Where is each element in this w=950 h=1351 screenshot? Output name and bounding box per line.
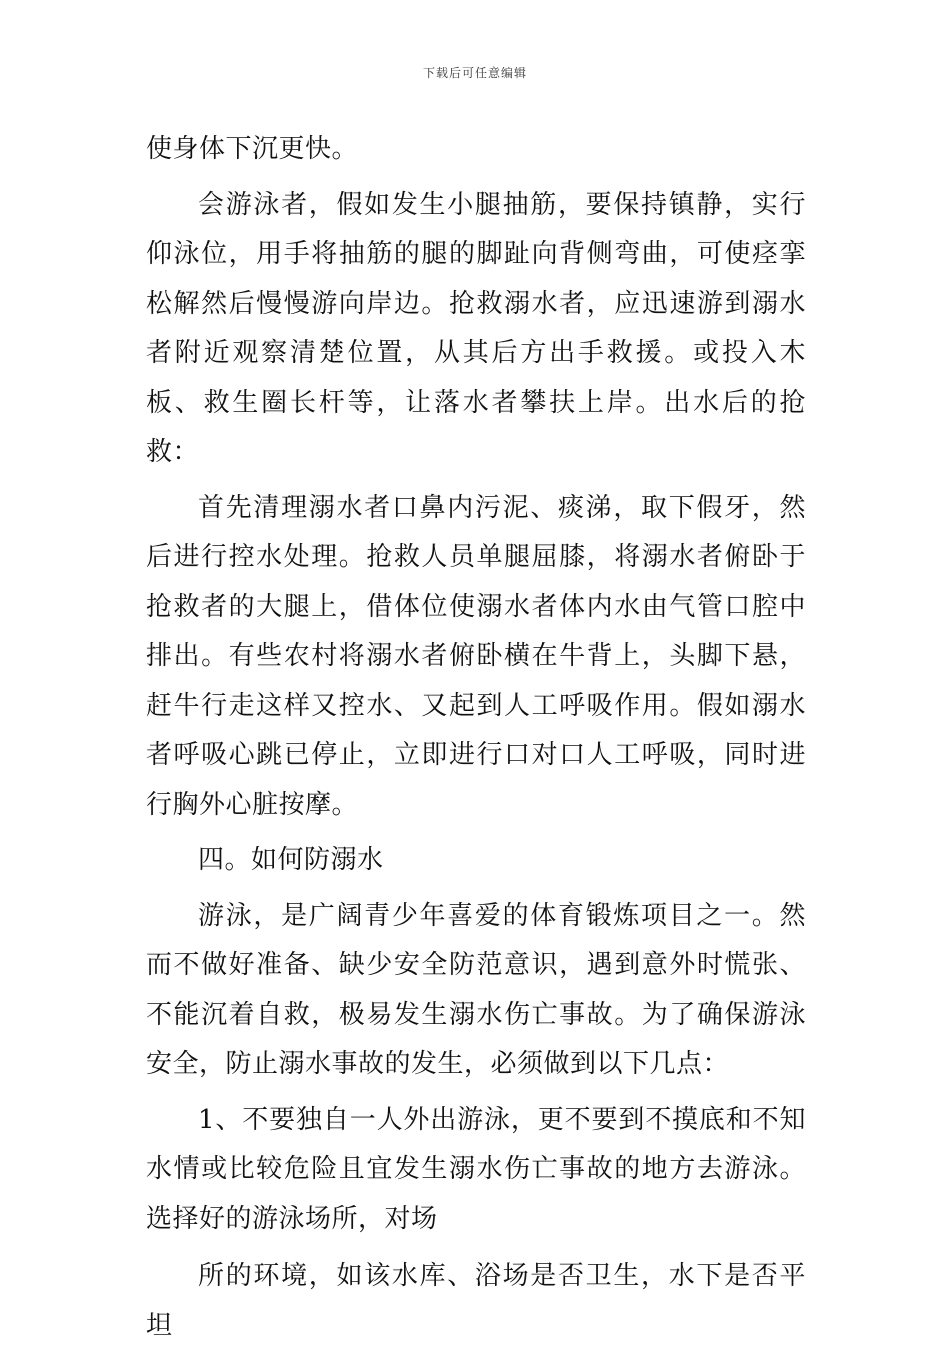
paragraph-1: 使身体下沉更快。 — [146, 134, 359, 164]
paragraph-3: 首先清理溺水者口鼻内污泥、痰涕，取下假牙，然后进行控水处理。抢救人员单腿屈膝，将溺水者俯卧于抢救者的大腿上，借体位使溺水者体内水由气管口腔中排出。有些农村将溺水者俯卧横在牛背上，头脚下悬，赶牛行走这样又控水、又起到人工呼吸作用。假如溺水者呼吸心跳已停止，立即进行口对口人工呼吸，同时进行胸外心脏按摩。 — [146, 492, 806, 820]
document-body — [146, 125, 806, 1351]
paragraph-4: 游泳，是广阔青少年喜爱的体育锻炼项目之一。然而不做好准备、缺少安全防范意识，遇到意外时慌张、不能沉着自救，极易发生溺水伤亡事故。为了确保游泳安全，防止溺水事故的发生，必须做到以下几点： — [146, 900, 806, 1079]
section-heading: 四。如何防溺水 — [198, 845, 384, 875]
page-header: 下载后可任意编辑 — [422, 66, 527, 80]
list-item-1: 1、不要独自一人外出游泳，更不要到不摸底和不知水情或比较危险且宜发生溺水伤亡事故的地方去游泳。选择好的游泳场所，对场 — [146, 1104, 806, 1234]
paragraph-2: 会游泳者，假如发生小腿抽筋，要保持镇静，实行仰泳位，用手将抽筋的腿的脚趾向背侧弯曲，可使痉挛松解然后慢慢游向岸边。抢救溺水者，应迅速游到溺水者附近观察清楚位置，从其后方出手救援。或投入木板、救生圈长杆等，让落水者攀扶上岸。出水后的抢救： — [146, 189, 806, 467]
paragraph-5: 所的环境，如该水库、浴场是否卫生，水下是否平坦 — [146, 1261, 806, 1341]
